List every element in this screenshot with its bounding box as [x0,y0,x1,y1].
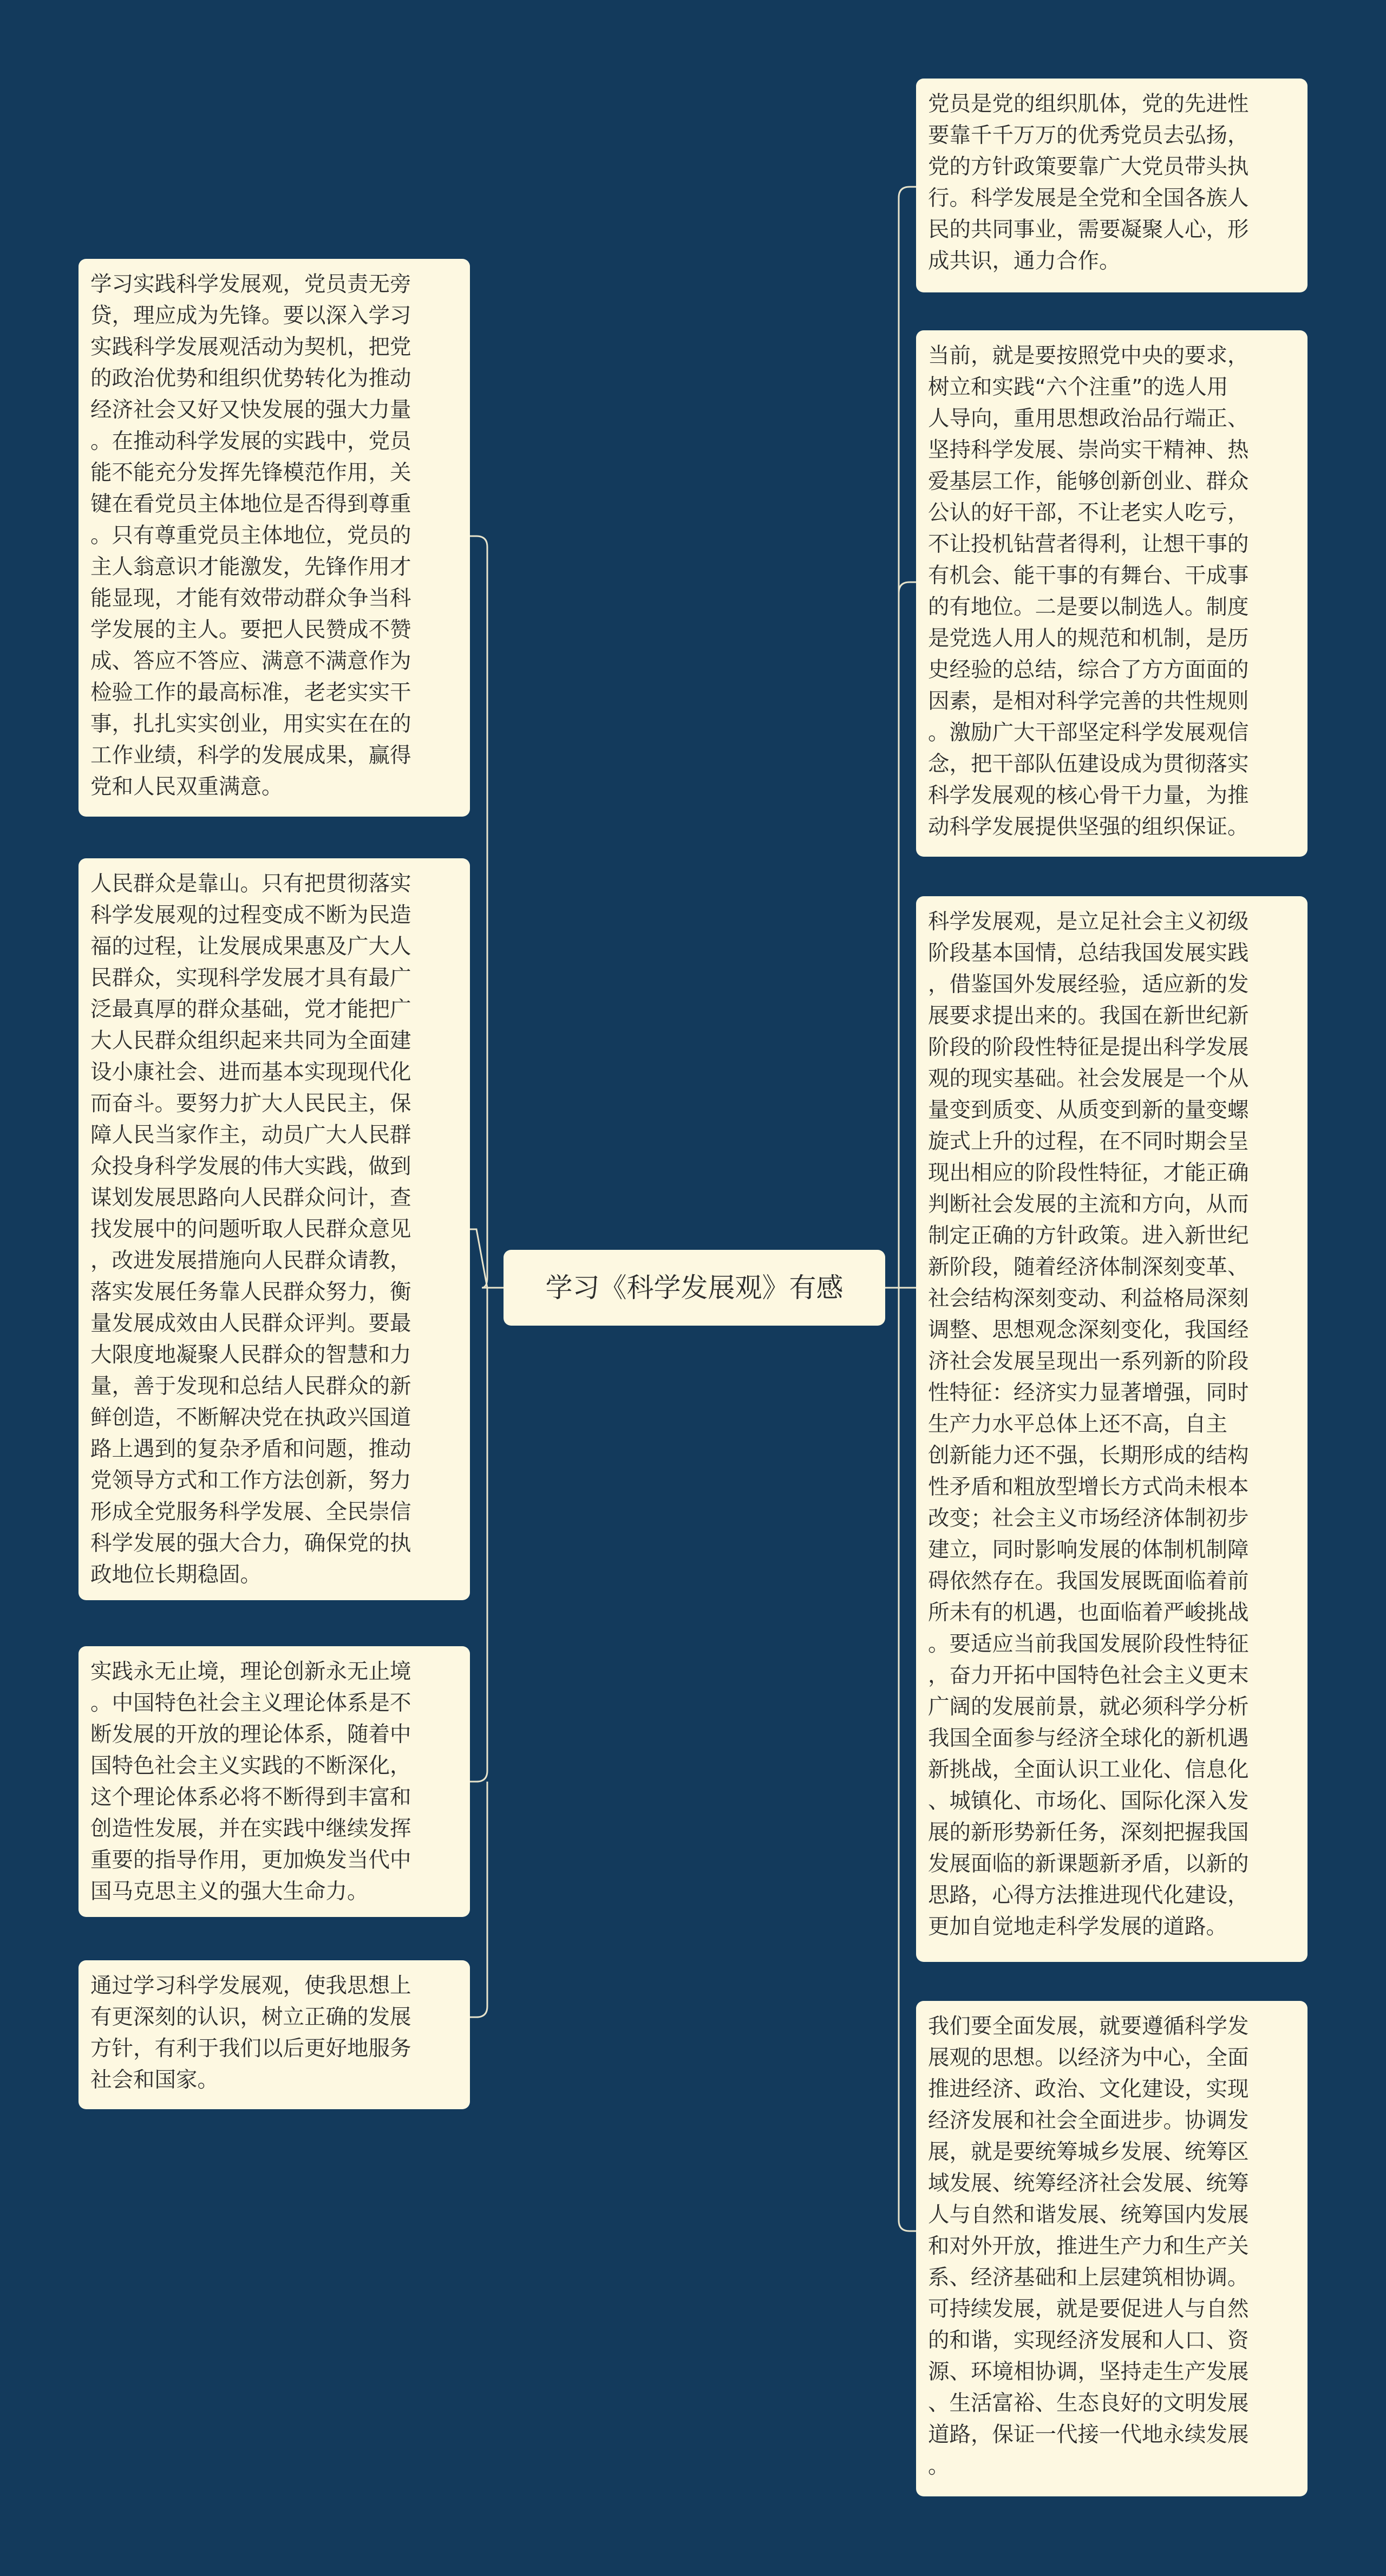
connector-right-1 [885,187,916,1288]
connector-left-1 [470,536,504,1288]
topic-node-right-1[interactable]: 党员是党的组织肌体，党的先进性 要靠千千万万的优秀党员去弘扬， 党的方针政策要靠广大党员带头执 行。科学发展是全党和全国各族人 民的共同事业，需要凝聚人心，形 成共识，通力合作。 [916,79,1307,292]
topic-node-left-3[interactable]: 实践永无止境，理论创新永无止境 。中国特色社会主义理论体系是不 断发展的开放的理论体系，随着中 国特色社会主义实践的不断深化， 这个理论体系必将不断得到丰富和 创造性发展，并在实践中继续发挥 重要的指导作用，更加焕发当代中 国马克思主义的强大生命力。 [79,1646,470,1917]
connector-left-2 [470,1229,487,1288]
connector-left-3 [470,1288,487,1782]
central-topic[interactable]: 学习《科学发展观》有感 [504,1250,885,1326]
topic-node-right-2[interactable]: 当前，就是要按照党中央的要求， 树立和实践“六个注重”的选人用 人导向，重用思想政治品行端正、 坚持科学发展、崇尚实干精神、热 爱基层工作，能够创新创业、群众 公认的好干部，不让老实人吃亏， 不让投机钻营者得利，让想干事的 有机会、能干事的有舞台、干成事 的有地位。二是要以制选人。制度 是党选人用人的规范和机制，是历 史经验的总结，综合了方方面面的 因素，是相对科学完善的共性规则 。激励广大干部坚定科学发展观信 念，把干部队伍建设成为贯彻落实 科学发展观的核心骨干力量，为推 动科学发展提供坚强的组织保证。 [916,330,1307,857]
topic-node-left-1[interactable]: 学习实践科学发展观，党员责无旁 贷，理应成为先锋。要以深入学习 实践科学发展观活动为契机，把党 的政治优势和组织优势转化为推动 经济社会又好又快发展的强大力量 。在推动科学发展的实践中，党员 能不能充分发挥先锋模范作用，关 键在看党员主体地位是否得到尊重 。只有尊重党员主体地位，党员的 主人翁意识才能激发，先锋作用才 能显现，才能有效带动群众争当科 学发展的主人。要把人民赞成不赞 成、答应不答应、满意不满意作为 检验工作的最高标准，老老实实干 事，扎扎实实创业，用实实在在的 工作业绩，科学的发展成果，赢得 党和人民双重满意。 [79,259,470,817]
topic-node-right-3[interactable]: 科学发展观，是立足社会主义初级 阶段基本国情，总结我国发展实践 ，借鉴国外发展经验，适应新的发 展要求提出来的。我国在新世纪新 阶段的阶段性特征是提出科学发展 观的现实基础。社会发展是一个从 量变到质变、从质变到新的量变螺 旋式上升的过程，在不同时期会呈 现出相应的阶段性特征，才能正确 判断社会发展的主流和方向，从而 制定正确的方针政策。进入新世纪 新阶段，随着经济体制深刻变革、 社会结构深刻变动、利益格局深刻 调整、思想观念深刻变化，我国经 济社会发展呈现出一系列新的阶段 性特征：经济实力显著增强，同时 生产力水平总体上还不高，自主 创新能力还不强，长期形成的结构 性矛盾和粗放型增长方式尚未根本 改变；社会主义市场经济体制初步 建立，同时影响发展的体制机制障 碍依然存在。我国发展既面临着前 所未有的机遇，也面临着严峻挑战 。要适应当前我国发展阶段性特征 ，奋力开拓中国特色社会主义更末 广阔的发展前景，就必须科学分析 我国全面参与经济全球化的新机遇 新挑战，全面认识工业化、信息化 、城镇化、市场化、国际化深入发 展的新形势新任务，深刻把握我国 发展面临的新课题新矛盾，以新的 思路，心得方法推进现代化建设， 更加自觉地走科学发展的道路。 [916,896,1307,1962]
topic-node-left-2[interactable]: 人民群众是靠山。只有把贯彻落实 科学发展观的过程变成不断为民造 福的过程，让发展成果惠及广大人 民群众，实现科学发展才具有最广 泛最真厚的群众基础，党才能把广 大人民群众组织起来共同为全面建 设小康社会、进而基本实现现代化 而奋斗。要努力扩大人民民主，保 障人民当家作主，动员广大人民群 众投身科学发展的伟大实践，做到 谋划发展思路向人民群众问计，查 找发展中的问题听取人民群众意见 ，改进发展措施向人民群众请教， 落实发展任务靠人民群众努力，衡 量发展成效由人民群众评判。要最 大限度地凝聚人民群众的智慧和力 量，善于发现和总结人民群众的新 鲜创造，不断解决党在执政兴国道 路上遇到的复杂矛盾和问题，推动 党领导方式和工作方法创新，努力 形成全党服务科学发展、全民崇信 科学发展的强大合力，确保党的执 政地位长期稳固。 [79,858,470,1600]
connector-right-2 [899,582,916,593]
connector-right-4 [899,1288,916,2231]
topic-node-right-4[interactable]: 我们要全面发展，就要遵循科学发 展观的思想。以经济为中心，全面 推进经济、政治、文化建设，实现 经济发展和社会全面进步。协调发 展，就是要统筹城乡发展、统筹区 域发展、统筹经济社会发展、统筹 人与自然和谐发展、统筹国内发展 和对外开放，推进生产力和生产关 系、经济基础和上层建筑相协调。 可持续发展，就是要促进人与自然 的和谐，实现经济发展和人口、资 源、环境相协调，坚持走生产发展 、生活富裕、生态良好的文明发展 道路，保证一代接一代地永续发展 。 [916,2001,1307,2496]
topic-node-left-4[interactable]: 通过学习科学发展观，使我思想上 有更深刻的认识，树立正确的发展 方针，有利于我们以后更好地服务 社会和国家。 [79,1960,470,2109]
connector-left-4 [470,1782,487,2017]
